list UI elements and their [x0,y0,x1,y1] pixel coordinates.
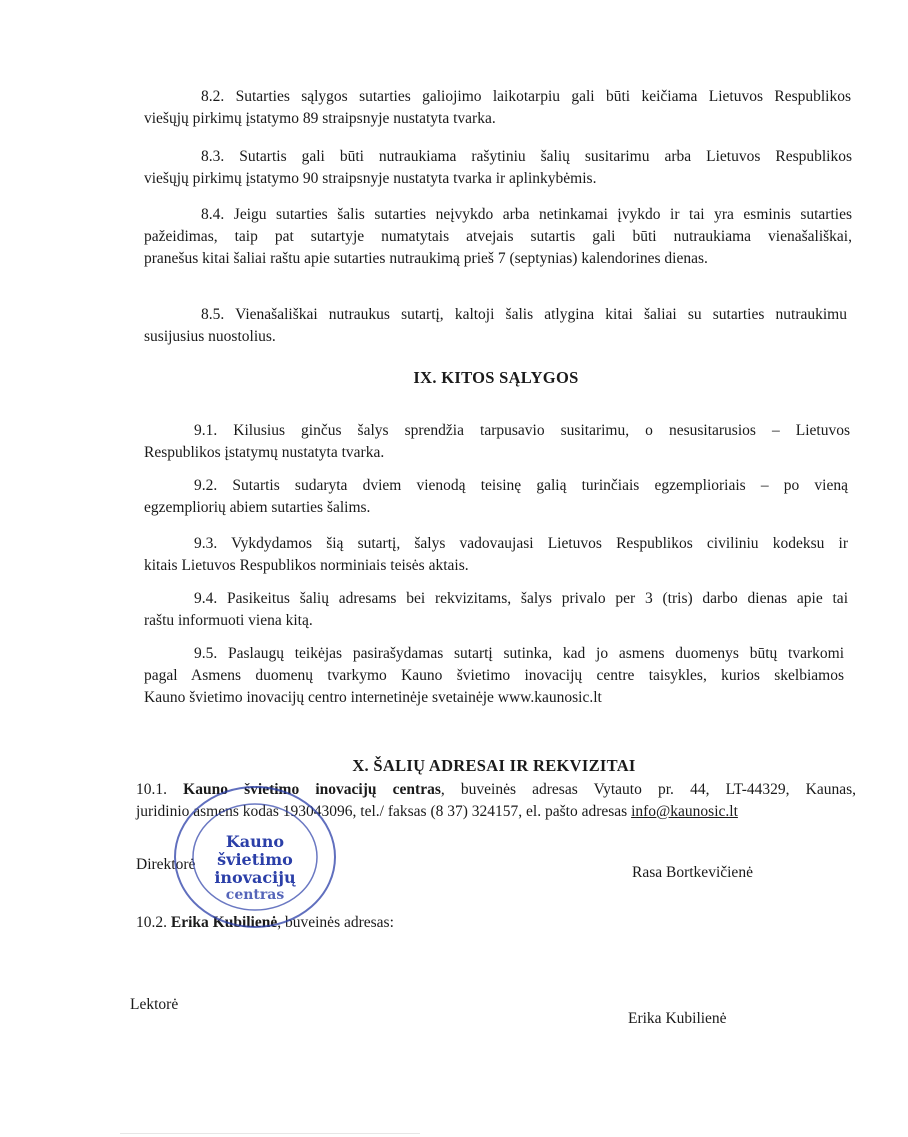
paragraph-text: , buveinės adresas: [277,914,394,931]
stamp-text-line: centras [225,887,285,903]
paragraph-text: , buveinės adresas Vytauto pr. 44, LT-44329, Kaunas, [440,781,856,798]
paragraph-number: 10.2. [136,914,167,931]
section-heading-ix: IX. KITOS SĄLYGOS [413,368,579,387]
paragraph-line: 9.4. Pasikeitus šalių adresams bei rekvizitams, šalys privalo per 3 (tris) darbo dienas apie tai [194,590,848,607]
paragraph-line: Kauno švietimo inovacijų centro internetinėje svetainėje www.kaunosic.lt [144,689,602,706]
signer-role-lecturer: Lektorė [130,996,179,1013]
stamp-text-line: inovacijų [214,868,296,887]
paragraph-line: pranešus kitai šaliai raštu apie sutarties nutraukimą prieš 7 (septynias) kalendorines dienas. [144,250,708,267]
paragraph-line: viešųjų pirkimų įstatymo 89 straipsnyje nustatyta tvarka. [144,110,496,127]
paragraph-line: 9.5. Paslaugų teikėjas pasirašydamas sutartį sutinka, kad jo asmens duomenys būtų tvarkomi [194,645,844,662]
paragraph-line: 8.2. Sutarties sąlygos sutarties galiojimo laikotarpiu gali būti keičiama Lietuvos Respublikos [201,88,851,105]
signer-role-director: Direktorė [136,856,196,873]
paragraph-9-4 [144,588,848,632]
stamp-text-line: Kauno [225,832,285,851]
paragraph-line: raštu informuoti viena kitą. [144,612,313,629]
signer-name-lecturer: Erika Kubilienė [628,1010,727,1027]
paragraph-8-4 [144,204,852,270]
paragraph-9-2 [144,475,848,519]
paragraph-text: juridinio asmens kodas 193043096, tel./ faksas (8 37) 324157, el. pašto adresas [136,803,632,820]
paragraph-8-2 [144,86,851,130]
page-bottom-rule [120,1133,420,1134]
paragraph-line: 9.3. Vykdydamos šią sutartį, šalys vadovaujasi Lietuvos Respublikos civiliniu kodeksu ir [194,535,848,552]
paragraph-line: viešųjų pirkimų įstatymo 90 straipsnyje nustatyta tvarka ir aplinkybėmis. [144,170,597,187]
paragraph-line: 8.5. Vienašališkai nutraukus sutartį, kaltoji šalis atlygina kitai šaliai su sutarties nutraukimu [201,306,847,323]
paragraph-line: kitais Lietuvos Respublikos norminiais teisės aktais. [144,557,469,574]
signer-name-director: Rasa Bortkevičienė [632,864,753,881]
email-link[interactable]: info@kaunosic.lt [631,803,738,820]
party-name: Kauno švietimo inovacijų centras [183,781,441,798]
section-heading-x: X. ŠALIŲ ADRESAI IR REKVIZITAI [352,756,636,775]
paragraph-line: 9.1. Kilusius ginčus šalys sprendžia tarpusavio susitarimu, o nesusitarusios – Lietuvos [194,422,850,439]
paragraph-line: Respublikos įstatymų nustatyta tvarka. [144,444,385,461]
paragraph-8-5 [144,304,847,348]
paragraph-9-5 [144,643,844,709]
paragraph-line: 9.2. Sutartis sudaryta dviem vienodą teisinę galią turinčiais egzemplioriais – po vieną [194,477,848,494]
party-name: Erika Kubilienė [170,914,278,931]
stamp-text-line: švietimo [217,850,293,869]
paragraph-line: egzempliorių abiem sutarties šalims. [144,499,371,516]
paragraph-line: pažeidimas, taip pat sutartyje numatytais atvejais sutartis gali būti nutraukiama vienašališkai, [144,228,852,245]
paragraph-line: 8.4. Jeigu sutarties šalis sutarties neįvykdo arba netinkamai įvykdo ir tai yra esminis sutarties [201,206,852,223]
paragraph-8-3 [144,146,852,190]
paragraph-number: 10.1. [136,781,167,798]
paragraph-line: pagal Asmens duomenų tvarkymo Kauno švietimo inovacijų centre taisykles, kurios skelbiamos [144,667,844,684]
paragraph-9-3 [144,533,848,577]
organization-stamp [170,785,340,935]
paragraph-9-1 [144,420,850,464]
paragraph-line: susijusius nuostolius. [144,328,276,345]
paragraph-line: 8.3. Sutartis gali būti nutraukiama rašytiniu šalių susitarimu arba Lietuvos Respublikos [201,148,852,165]
